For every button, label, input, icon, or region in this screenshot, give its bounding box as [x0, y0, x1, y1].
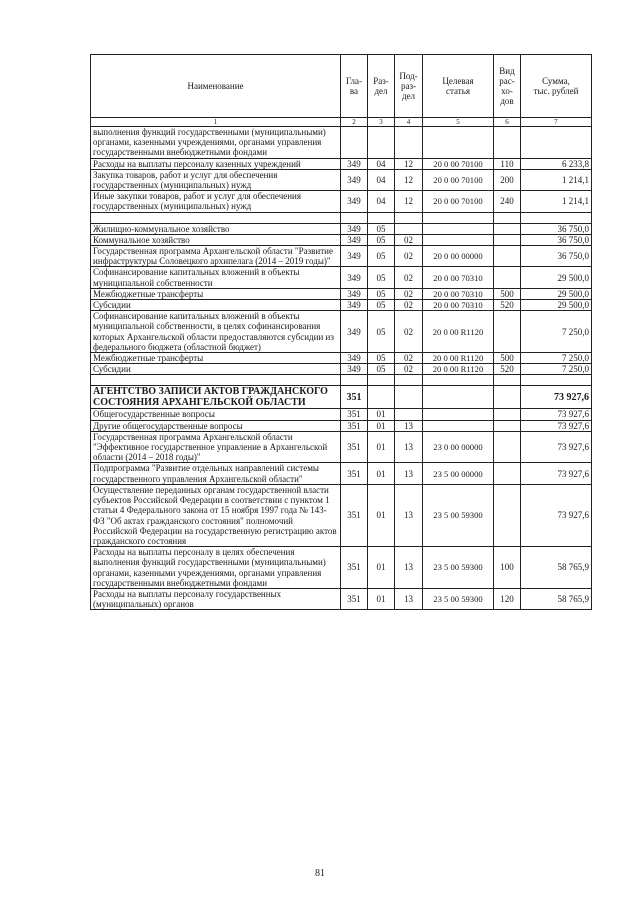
row-vid — [494, 212, 521, 223]
row-target: 23 5 00 00000 — [423, 463, 494, 484]
row-glava: 351 — [341, 386, 368, 409]
row-target: 23 5 00 59300 — [423, 547, 494, 589]
row-razdel — [368, 375, 395, 386]
table-row — [91, 386, 592, 409]
row-podrazdel: 02 — [395, 234, 423, 245]
row-target — [423, 420, 494, 431]
row-vid — [494, 375, 521, 386]
row-glava: 351 — [341, 588, 368, 609]
row-glava: 349 — [341, 234, 368, 245]
row-name: Расходы на выплаты персоналу государственных (муниципальных) органов — [91, 588, 341, 609]
row-target — [423, 375, 494, 386]
table-row — [91, 223, 592, 234]
row-target: 20 0 00 70100 — [423, 158, 494, 169]
row-razdel: 04 — [368, 158, 395, 169]
row-target: 20 0 00 70100 — [423, 169, 494, 190]
column-number-row — [91, 118, 592, 127]
row-name — [91, 212, 341, 223]
row-podrazdel: 12 — [395, 191, 423, 212]
row-glava: 351 — [341, 463, 368, 484]
row-sum: 6 233,8 — [521, 158, 592, 169]
header-target: Целевая статья — [423, 55, 494, 118]
row-sum: 36 750,0 — [521, 223, 592, 234]
header-razdel: Раз- дел — [368, 55, 395, 118]
row-vid: 520 — [494, 364, 521, 375]
table-row — [91, 364, 592, 375]
row-target — [423, 223, 494, 234]
row-vid — [494, 420, 521, 431]
row-razdel: 01 — [368, 420, 395, 431]
header-podrazdel: Под- раз- дел — [395, 55, 423, 118]
row-name: Общегосударственные вопросы — [91, 409, 341, 420]
row-vid — [494, 267, 521, 288]
table-row — [91, 212, 592, 223]
row-name: Субсидии — [91, 300, 341, 311]
row-name: Субсидии — [91, 364, 341, 375]
row-razdel: 05 — [368, 311, 395, 353]
row-sum — [521, 212, 592, 223]
row-sum: 29 500,0 — [521, 300, 592, 311]
table-row — [91, 375, 592, 386]
row-podrazdel: 13 — [395, 431, 423, 463]
row-podrazdel — [395, 375, 423, 386]
row-sum: 58 765,9 — [521, 588, 592, 609]
row-name: АГЕНТСТВО ЗАПИСИ АКТОВ ГРАЖДАНСКОГО СОСТОЯНИЯ АРХАНГЕЛЬСКОЙ ОБЛАСТИ — [91, 386, 341, 409]
row-sum: 1 214,1 — [521, 169, 592, 190]
header-vid: Вид рас- хо- дов — [494, 55, 521, 118]
row-vid — [494, 386, 521, 409]
row-glava: 349 — [341, 288, 368, 299]
table-row — [91, 267, 592, 288]
row-razdel: 05 — [368, 234, 395, 245]
row-vid — [494, 127, 521, 159]
row-razdel: 05 — [368, 288, 395, 299]
row-target: 23 0 00 00000 — [423, 431, 494, 463]
row-sum: 73 927,6 — [521, 431, 592, 463]
row-glava: 351 — [341, 484, 368, 546]
budget-table — [90, 54, 592, 610]
row-glava: 351 — [341, 409, 368, 420]
header-sum: Сумма, тыс. рублей — [521, 55, 592, 118]
row-glava: 349 — [341, 311, 368, 353]
colnum: 1 — [91, 118, 341, 127]
row-glava: 349 — [341, 191, 368, 212]
table-row — [91, 463, 592, 484]
table-row — [91, 300, 592, 311]
row-name: Софинансирование капитальных вложений в объекты муниципальной собственности — [91, 267, 341, 288]
row-podrazdel: 13 — [395, 484, 423, 546]
row-name — [91, 375, 341, 386]
row-glava: 351 — [341, 431, 368, 463]
row-razdel: 04 — [368, 169, 395, 190]
row-razdel: 01 — [368, 484, 395, 546]
row-glava: 351 — [341, 420, 368, 431]
row-sum: 36 750,0 — [521, 246, 592, 267]
budget-page — [90, 54, 591, 610]
colnum: 2 — [341, 118, 368, 127]
row-glava — [341, 375, 368, 386]
row-podrazdel: 13 — [395, 420, 423, 431]
row-vid — [494, 409, 521, 420]
row-target — [423, 409, 494, 420]
row-razdel: 05 — [368, 267, 395, 288]
row-razdel: 01 — [368, 547, 395, 589]
row-vid — [494, 311, 521, 353]
row-podrazdel: 02 — [395, 311, 423, 353]
row-glava: 349 — [341, 169, 368, 190]
colnum: 6 — [494, 118, 521, 127]
header-name: Наименование — [91, 55, 341, 118]
row-vid: 200 — [494, 169, 521, 190]
table-row — [91, 169, 592, 190]
row-vid: 500 — [494, 288, 521, 299]
row-sum: 73 927,6 — [521, 409, 592, 420]
row-name: Подпрограмма "Развитие отдельных направлений системы государственного управления Архангельской области" — [91, 463, 341, 484]
table-row — [91, 191, 592, 212]
row-sum: 73 927,6 — [521, 420, 592, 431]
row-glava: 351 — [341, 547, 368, 589]
row-razdel — [368, 127, 395, 159]
table-row — [91, 246, 592, 267]
table-row — [91, 420, 592, 431]
row-sum: 36 750,0 — [521, 234, 592, 245]
row-target: 23 5 00 59300 — [423, 588, 494, 609]
table-row — [91, 484, 592, 546]
row-target: 20 0 00 70310 — [423, 267, 494, 288]
row-target: 20 0 00 R1120 — [423, 353, 494, 364]
row-glava: 349 — [341, 353, 368, 364]
table-row — [91, 431, 592, 463]
row-podrazdel: 13 — [395, 588, 423, 609]
row-razdel: 05 — [368, 300, 395, 311]
row-sum — [521, 375, 592, 386]
row-name: Государственная программа Архангельской области "Развитие инфраструктуры Соловецкого архипелага (2014 – 2019 годы)" — [91, 246, 341, 267]
row-podrazdel — [395, 223, 423, 234]
table-row — [91, 353, 592, 364]
colnum: 5 — [423, 118, 494, 127]
row-razdel — [368, 212, 395, 223]
row-target — [423, 234, 494, 245]
row-podrazdel: 12 — [395, 158, 423, 169]
row-name: Межбюджетные трансферты — [91, 288, 341, 299]
row-target: 20 0 00 70310 — [423, 300, 494, 311]
row-podrazdel: 02 — [395, 353, 423, 364]
row-sum: 7 250,0 — [521, 364, 592, 375]
row-podrazdel — [395, 212, 423, 223]
row-podrazdel: 13 — [395, 463, 423, 484]
row-name: Государственная программа Архангельской области "Эффективное государственное управление в Архангельской области (2014 – 2018 годы)" — [91, 431, 341, 463]
colnum: 3 — [368, 118, 395, 127]
colnum: 4 — [395, 118, 423, 127]
row-vid: 110 — [494, 158, 521, 169]
row-target — [423, 127, 494, 159]
table-row — [91, 311, 592, 353]
row-vid — [494, 234, 521, 245]
row-name: Закупка товаров, работ и услуг для обеспечения государственных (муниципальных) нужд — [91, 169, 341, 190]
row-target: 20 0 00 R1120 — [423, 311, 494, 353]
row-razdel: 05 — [368, 223, 395, 234]
row-razdel — [368, 386, 395, 409]
row-target: 23 5 00 59300 — [423, 484, 494, 546]
row-podrazdel: 02 — [395, 300, 423, 311]
row-sum: 29 500,0 — [521, 288, 592, 299]
row-target — [423, 386, 494, 409]
table-row — [91, 234, 592, 245]
row-sum: 7 250,0 — [521, 311, 592, 353]
row-sum: 29 500,0 — [521, 267, 592, 288]
row-razdel: 01 — [368, 409, 395, 420]
row-name: Софинансирование капитальных вложений в объекты муниципальной собственности, в целях софинансирования которых Архангельской области предоставляются субсидии из федерального бюджета (областной бюджет) — [91, 311, 341, 353]
row-razdel: 05 — [368, 246, 395, 267]
row-glava: 349 — [341, 267, 368, 288]
row-podrazdel: 02 — [395, 288, 423, 299]
row-podrazdel: 13 — [395, 547, 423, 589]
row-razdel: 05 — [368, 364, 395, 375]
row-vid: 240 — [494, 191, 521, 212]
row-name: выполнения функций государственными (муниципальными) органами, казенными учреждениями, органами управления государственными внебюджетными фондами — [91, 127, 341, 159]
row-razdel: 05 — [368, 353, 395, 364]
table-row — [91, 547, 592, 589]
row-name: Другие общегосударственные вопросы — [91, 420, 341, 431]
row-name: Межбюджетные трансферты — [91, 353, 341, 364]
row-vid: 500 — [494, 353, 521, 364]
row-sum: 7 250,0 — [521, 353, 592, 364]
row-razdel: 01 — [368, 463, 395, 484]
row-podrazdel: 12 — [395, 169, 423, 190]
row-vid: 120 — [494, 588, 521, 609]
row-sum: 1 214,1 — [521, 191, 592, 212]
colnum: 7 — [521, 118, 592, 127]
table-row — [91, 588, 592, 609]
row-vid — [494, 223, 521, 234]
page-number: 81 — [315, 868, 325, 879]
row-name: Расходы на выплаты персоналу в целях обеспечения выполнения функций государственными (муниципальными) органами, казенными учреждениями, органами управления государственными внебюджетными фондами — [91, 547, 341, 589]
row-target: 20 0 00 00000 — [423, 246, 494, 267]
row-glava — [341, 127, 368, 159]
row-name: Жилищно-коммунальное хозяйство — [91, 223, 341, 234]
table-row — [91, 409, 592, 420]
table-row — [91, 158, 592, 169]
header-row — [91, 55, 592, 118]
row-vid — [494, 246, 521, 267]
row-vid: 520 — [494, 300, 521, 311]
row-target: 20 0 00 70310 — [423, 288, 494, 299]
row-name: Коммунальное хозяйство — [91, 234, 341, 245]
row-podrazdel — [395, 386, 423, 409]
row-razdel: 04 — [368, 191, 395, 212]
row-podrazdel: 02 — [395, 364, 423, 375]
header-glava: Гла- ва — [341, 55, 368, 118]
row-glava: 349 — [341, 158, 368, 169]
row-podrazdel: 02 — [395, 246, 423, 267]
row-sum: 73 927,6 — [521, 463, 592, 484]
row-target: 20 0 00 70100 — [423, 191, 494, 212]
row-podrazdel — [395, 409, 423, 420]
row-podrazdel — [395, 127, 423, 159]
table-row — [91, 288, 592, 299]
row-name: Осуществление переданных органам государственной власти субъектов Российской Федерации в соответствии с пунктом 1 статьи 4 Федерального закона от 15 ноября 1997 года № 143-ФЗ "Об актах гражданского состояния" полномочий Российской Федерации на государственную регистрацию актов гражданского состояния — [91, 484, 341, 546]
row-glava: 349 — [341, 300, 368, 311]
row-glava: 349 — [341, 223, 368, 234]
row-vid — [494, 484, 521, 546]
row-glava: 349 — [341, 364, 368, 375]
row-vid: 100 — [494, 547, 521, 589]
row-sum: 73 927,6 — [521, 484, 592, 546]
row-razdel: 01 — [368, 588, 395, 609]
row-target: 20 0 00 R1120 — [423, 364, 494, 375]
table-row — [91, 127, 592, 159]
row-sum: 58 765,9 — [521, 547, 592, 589]
row-glava — [341, 212, 368, 223]
row-vid — [494, 463, 521, 484]
row-podrazdel: 02 — [395, 267, 423, 288]
row-sum — [521, 127, 592, 159]
row-target — [423, 212, 494, 223]
row-razdel: 01 — [368, 431, 395, 463]
row-sum: 73 927,6 — [521, 386, 592, 409]
row-glava: 349 — [341, 246, 368, 267]
row-vid — [494, 431, 521, 463]
row-name: Расходы на выплаты персоналу казенных учреждений — [91, 158, 341, 169]
row-name: Иные закупки товаров, работ и услуг для обеспечения государственных (муниципальных) нужд — [91, 191, 341, 212]
